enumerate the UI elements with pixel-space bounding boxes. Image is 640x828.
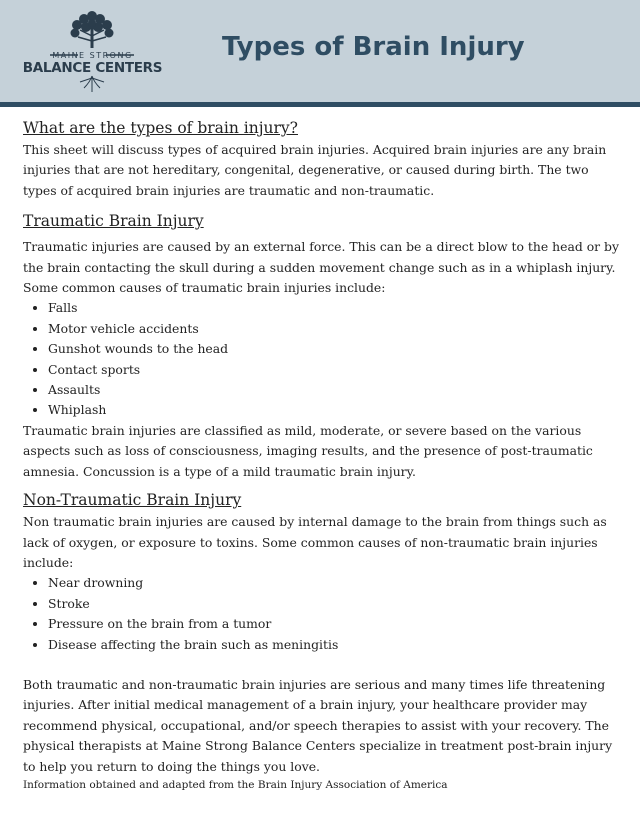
list-item: • Disease affecting the brain such as meningitis (48, 635, 623, 655)
traumatic-heading: Traumatic Brain Injury (23, 212, 204, 231)
list-item: • Pressure on the brain from a tumor (48, 614, 623, 634)
document-body (23, 110, 623, 777)
logo-top-text: MAINE STRONG (52, 51, 133, 60)
traumatic-classification: Traumatic brain injuries are classified as mild, moderate, or severe based on the various aspects such as loss of consciousness, imaging results, and the presence of post-traumatic amnesia. Concussion is a type of a mild traumatic brain injury. (23, 422, 593, 479)
list-item: • Motor vehicle accidents (48, 319, 623, 339)
list-item: • Near drowning (48, 573, 623, 593)
traumatic-intro: Traumatic injuries are caused by an external force. This can be a direct blow to the head or by the brain contacting the skull during a sudden movement change such as in a whiplash injury. (23, 239, 619, 275)
traumatic-causes-list (23, 298, 623, 420)
header-band (0, 0, 640, 102)
types-paragraph: This sheet will discuss types of acquired brain injuries. Acquired brain injuries are any brain injuries that are not hereditary, congenital, degenerative, or caused during birth. The two types of acquired brain injuries are traumatic and non-traumatic. (23, 142, 607, 198)
list-item: • Gunshot wounds to the head (48, 339, 623, 359)
list-item: • Assaults (48, 380, 623, 400)
non-traumatic-causes-list (23, 573, 623, 655)
list-item: • Stroke (48, 594, 623, 614)
source-note: Information obtained and adapted from the Brain Injury Association of America (23, 779, 448, 791)
logo (20, 8, 165, 94)
types-heading: What are the types of brain injury? (23, 119, 298, 137)
list-item: • Whiplash (48, 400, 623, 420)
page-title: Types of Brain Injury (222, 32, 525, 62)
spacer (23, 655, 623, 675)
logo-main-text: BALANCE CENTERS (22, 60, 163, 76)
list-item: • Contact sports (48, 360, 623, 380)
header-divider (0, 102, 640, 107)
non-traumatic-intro: Non traumatic brain injuries are caused by internal damage to the brain from things such as lack of oxygen, or exposure to toxins. Some common causes of non-traumatic brain injuries include: (23, 514, 607, 570)
traumatic-lead: Some common causes of traumatic brain injuries include: (23, 280, 386, 296)
non-traumatic-heading: Non-Traumatic Brain Injury (23, 491, 242, 510)
conclusion-paragraph: Both traumatic and non-traumatic brain injuries are serious and many times life threatening injuries. After initial medical management of a brain injury, your healthcare provider may recommend physical, occupational, and/or speech therapies to assist with your recovery. The physical therapists at Maine Strong Balance Centers specialize in treatment post-brain injury to help you return to doing the things you love. (23, 676, 613, 774)
list-item: • Falls (48, 298, 623, 318)
